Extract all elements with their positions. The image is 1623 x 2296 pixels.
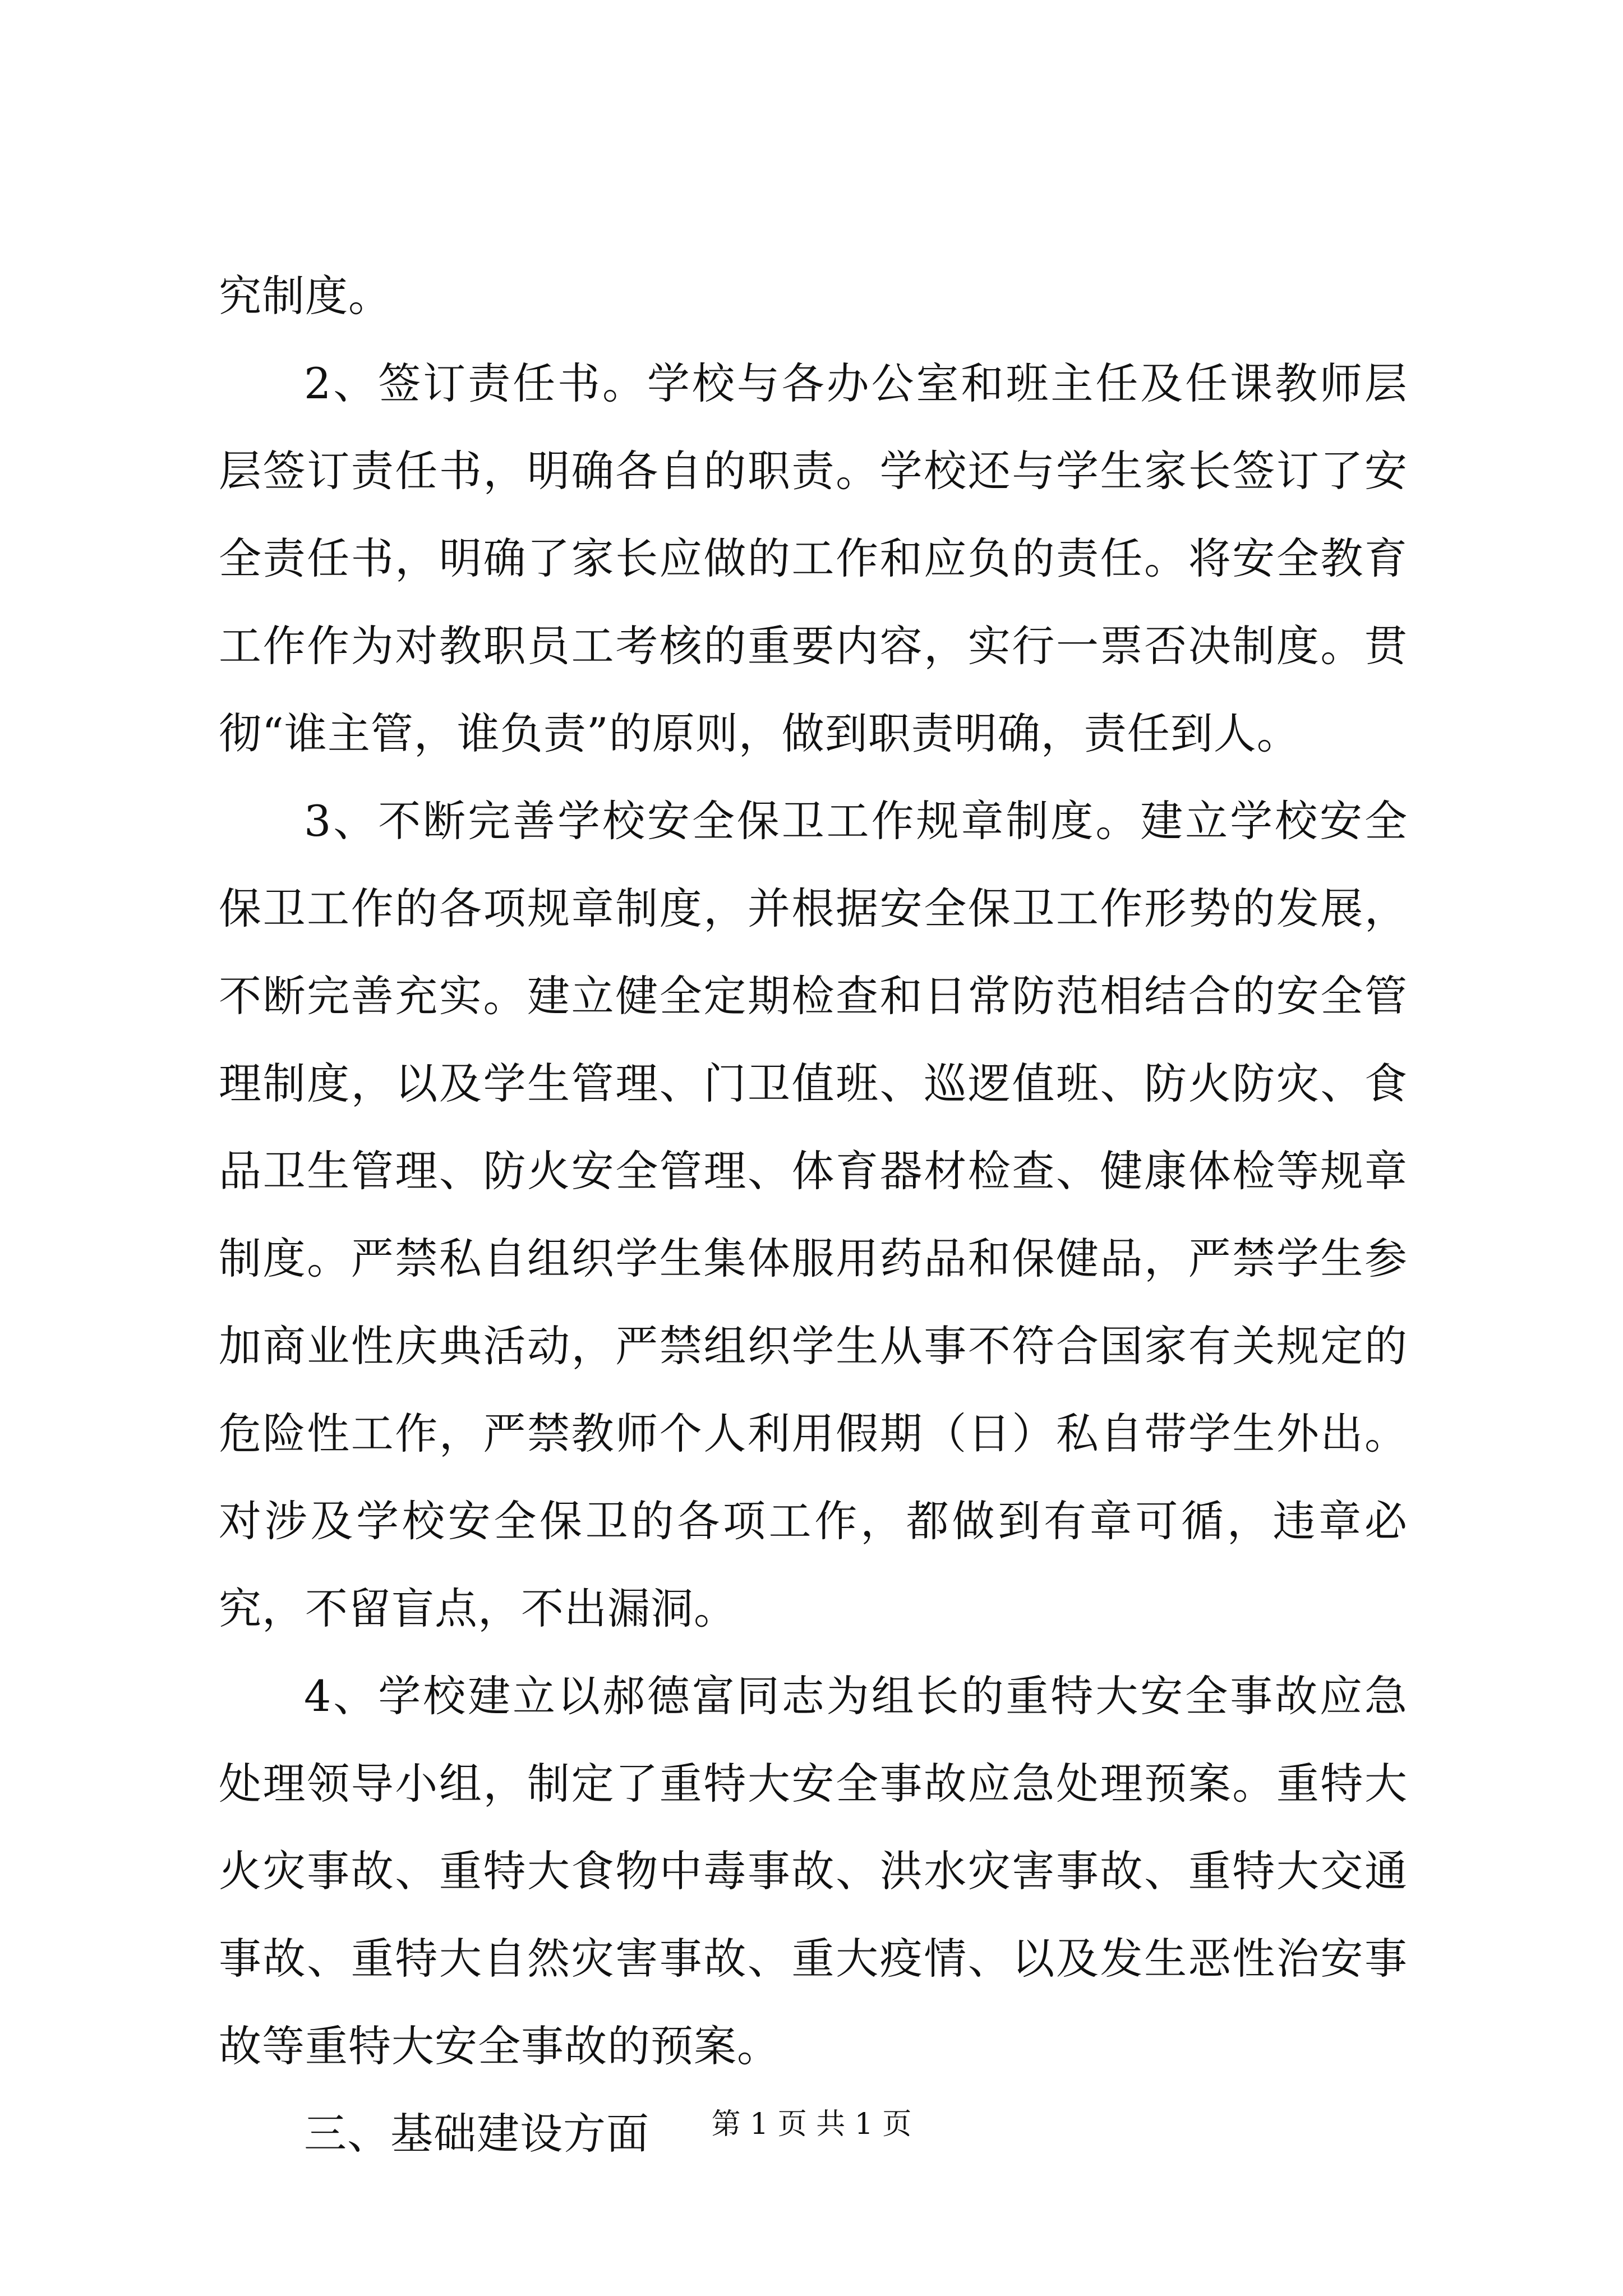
section-heading: 三、基础建设方面: [304, 2109, 649, 2159]
page-footer: 第 1 页 共 1 页: [711, 2108, 912, 2141]
paragraph-item-3: 3、不断完善学校安全保卫工作规章制度。建立学校安全保卫工作的各项规章制度，并根据安全保卫工作形势的发展，不断完善充实。建立健全定期检查和日常防范相结合的安全管理制度，以及学生管理、门卫值班、巡逻值班、防火防灾、食品卫生管理、防火安全管理、体育器材检查、健康体检等规章制度。严禁私自组织学生集体服用药品和保健品，严禁学生参加商业性庆典活动，严禁组织学生从事不符合国家有关规定的危险性工作，严禁教师个人利用假期（日）私自带学生外出。对涉及学校安全保卫的各项工作，都做到有章可循，违章必究，不留盲点，不出漏洞。: [219, 796, 1408, 1634]
document-body: [219, 252, 1408, 2178]
paragraph-item-2: 2、签订责任书。学校与各办公室和班主任及任课教师层层签订责任书，明确各自的职责。学校还与学生家长签订了安全责任书，明确了家长应做的工作和应负的责任。将安全教育工作作为对教职员工考核的重要内容，实行一票否决制度。贯彻“谁主管，谁负责”的原则，做到职责明确，责任到人。: [219, 358, 1408, 758]
paragraph-item-4: 4、学校建立以郝德富同志为组长的重特大安全事故应急处理领导小组，制定了重特大安全事故应急处理预案。重特大火灾事故、重特大食物中毒事故、洪水灾害事故、重特大交通事故、重特大自然灾害事故、重大疫情、以及发生恶性治安事故等重特大安全事故的预案。: [219, 1671, 1408, 2071]
paragraph-continuation: 究制度。: [219, 271, 391, 321]
